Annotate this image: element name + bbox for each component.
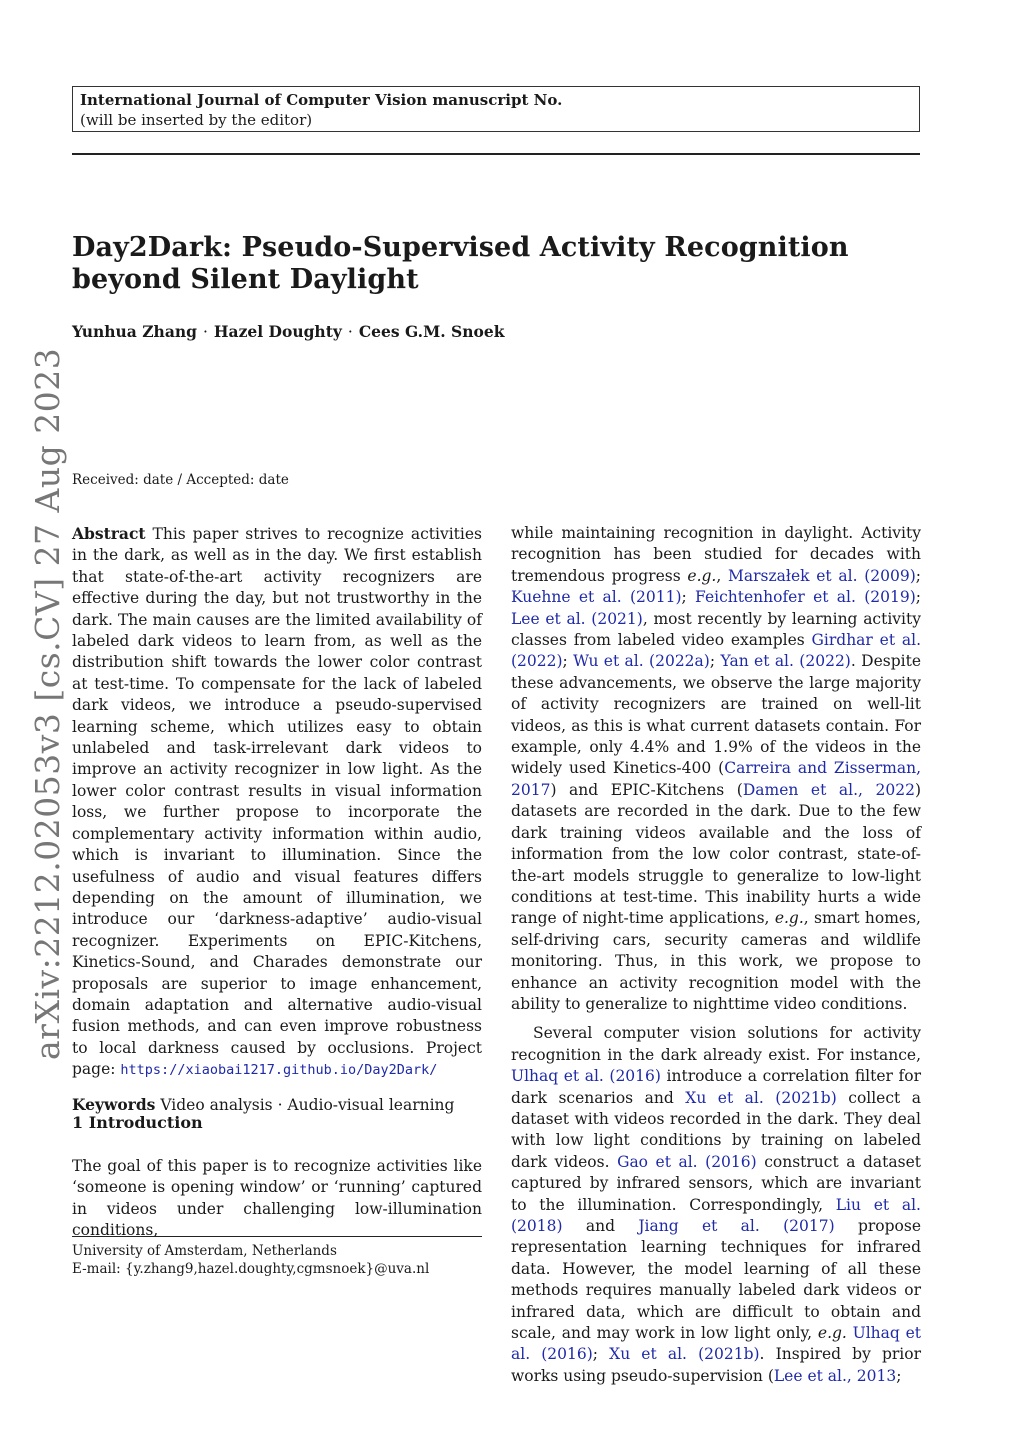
keywords-label: Keywords xyxy=(72,1094,156,1114)
text-run: e.g. xyxy=(687,566,717,585)
citation-link[interactable]: Xu et al. (2021b) xyxy=(609,1345,760,1364)
arxiv-stamp: arXiv:2212.02053v3 [cs.CV] 27 Aug 2023 xyxy=(28,347,67,1060)
text-run: ; xyxy=(562,652,574,671)
citation-link[interactable]: Jiang et al. (2017) xyxy=(638,1217,835,1235)
text-run: e.g. xyxy=(817,1324,847,1343)
citation-link[interactable]: Kuehne et al. (2011) xyxy=(511,588,682,607)
citation-link[interactable]: Lee et al., 2013 xyxy=(773,1366,897,1385)
citation-link[interactable]: Damen et al., 2022 xyxy=(742,780,915,799)
author-separator: · xyxy=(347,323,353,341)
footnote-rule xyxy=(72,1236,482,1237)
author-list xyxy=(72,322,504,341)
keywords-text: Video analysis · Audio-visual learning xyxy=(160,1095,455,1114)
paper-title: Day2Dark: Pseudo-Supervised Activity Recognition beyond Silent Daylight xyxy=(72,232,849,295)
text-run: ) and EPIC-Kitchens ( xyxy=(550,780,743,799)
text-run: ; xyxy=(681,588,696,607)
text-run: , xyxy=(716,566,729,585)
citation-link[interactable]: Liu et al. (2018) xyxy=(511,1195,921,1235)
affiliation-institution: University of Amsterdam, Netherlands xyxy=(72,1243,337,1259)
text-run: and xyxy=(562,1217,639,1235)
citation-link[interactable]: Ulhaq et al. (2016) xyxy=(511,1067,661,1086)
abstract-text: This paper strives to recognize activities in the dark, as well as in the day. We first establish that state-of-the-art activity recognizers are effective during the day, but not trustworthy in the dark. The main causes are the limited availability of labeled dark videos to learn from, as well as the distribution shift towards the lower color contrast at test-time. To compensate for the lack of labeled dark videos, we introduce a pseudo-supervised learning scheme, which utilizes easy to obtain unlabeled and task-irrelevant dark videos to improve an activity recognizer in low light. As the lower color contrast results in visual information loss, we further propose to incorporate the complementary activity information within audio, which is invariant to illumination. Since the usefulness of audio and visual features differs depending on the amount of illumination, we introduce our ‘darkness-adaptive’ audio-visual recognizer. Experiments on EPIC-Kitchens, Kinetics-Sound, and Charades demonstrate our proposals are superior to image enhancement, domain adaptation and alternative audio-visual fusion methods, and can even improve robustness to local darkness caused by occlusions. Project page: xyxy=(72,525,482,1079)
text-run: introduce a correlation filter for dark scenarios and xyxy=(511,1067,921,1107)
intro-paragraph: The goal of this paper is to recognize activities like ‘someone is opening window’ or ‘running’ captured in videos under challenging low-illumination conditions, xyxy=(72,1157,482,1240)
text-run: . Despite these advancements, we observe the large majority of activity recognizers are trained on well-lit videos, as this is what current datasets contain. For example, only 4.4% and 1.9% of the videos in the widely used Kinetics-400 ( xyxy=(511,652,921,778)
received-date: Received: date / Accepted: date xyxy=(72,472,289,488)
abstract-paragraph xyxy=(72,523,482,1082)
right-column xyxy=(511,523,921,1387)
citation-link[interactable]: Girdhar et al. (2022) xyxy=(511,631,921,671)
affiliation-email: E-mail: {y.zhang9,hazel.doughty,cgmsnoek}@uva.nl xyxy=(72,1261,430,1277)
citation-link[interactable]: Ulhaq et al. (2016) xyxy=(511,1324,921,1364)
section-number: 1 xyxy=(72,1113,84,1132)
text-run: while maintaining recognition in daylight. Activity recognition has been studied for decades with tremendous progress xyxy=(511,524,921,585)
author-1: Yunhua Zhang xyxy=(72,322,197,341)
project-page-link[interactable]: https://xiaobai1217.github.io/Day2Dark/ xyxy=(120,1062,438,1079)
citation-link[interactable]: Lee et al. (2021) xyxy=(511,609,643,628)
text-run: e.g. xyxy=(774,909,804,928)
text-run: ; xyxy=(896,1366,902,1385)
right-paragraph-2 xyxy=(511,1023,921,1387)
text-run: . Inspired by prior works using pseudo-supervision ( xyxy=(511,1345,921,1385)
citation-link[interactable]: Xu et al. (2021b) xyxy=(685,1088,837,1107)
author-2: Hazel Doughty xyxy=(213,322,342,341)
affiliation xyxy=(72,1242,429,1278)
text-run: , smart homes, self-driving cars, security cameras and wildlife monitoring. Thus, in this work, we propose to enhance an activity recognition model with the ability to generalize to nighttime video conditions. xyxy=(511,909,921,1013)
right-paragraph-1 xyxy=(511,523,921,1015)
citation-link[interactable]: Wu et al. (2022a) xyxy=(573,652,710,671)
author-separator: · xyxy=(202,323,208,341)
text-run: ; xyxy=(709,652,721,671)
journal-name: International Journal of Computer Vision manuscript No. xyxy=(80,91,563,109)
abstract-label: Abstract xyxy=(72,524,146,543)
text-run: construct a dataset captured by infrared sensors, which are invariant to the illumination. Correspondingly, xyxy=(511,1152,921,1214)
text-run: Several computer vision solutions for activity recognition in the dark already exist. For instance, xyxy=(511,1024,921,1064)
text-run: ) datasets are recorded in the dark. Due to the few dark training videos available and the loss of information from the low color contrast, state-of-the-art models struggle to generalize to low-light conditions at test-time. This inability hurts a wide range of night-time applications, xyxy=(511,780,921,928)
text-run: ; xyxy=(915,588,921,607)
section-heading xyxy=(72,1113,203,1132)
editor-note: (will be inserted by the editor) xyxy=(80,111,313,129)
citation-link[interactable]: Gao et al. (2016) xyxy=(617,1152,757,1171)
citation-link[interactable]: Feichtenhofer et al. (2019) xyxy=(695,588,916,607)
header-rule xyxy=(72,153,920,155)
text-run: , most recently by learning activity classes from labeled video examples xyxy=(511,609,921,650)
text-run: collect a dataset with videos recorded in the dark. They deal with low light conditions by training on labeled dark videos. xyxy=(511,1088,921,1171)
abstract-column xyxy=(72,523,482,1116)
citation-link[interactable]: Marszałek et al. (2009) xyxy=(728,566,916,585)
text-run: propose representation learning techniques for infrared data. However, the model learning of all these methods requires manually labeled dark videos or infrared data, which are difficult to obtain and scale, and may work in low light only, xyxy=(511,1217,921,1343)
author-3: Cees G.M. Snoek xyxy=(358,322,505,341)
citation-link[interactable]: Carreira and Zisserman, 2017 xyxy=(511,759,921,799)
text-run: ; xyxy=(592,1345,610,1364)
text-run: ; xyxy=(915,566,922,585)
citation-link[interactable]: Yan et al. (2022) xyxy=(720,652,851,671)
journal-header-box xyxy=(72,86,920,132)
section-title: Introduction xyxy=(88,1113,203,1132)
